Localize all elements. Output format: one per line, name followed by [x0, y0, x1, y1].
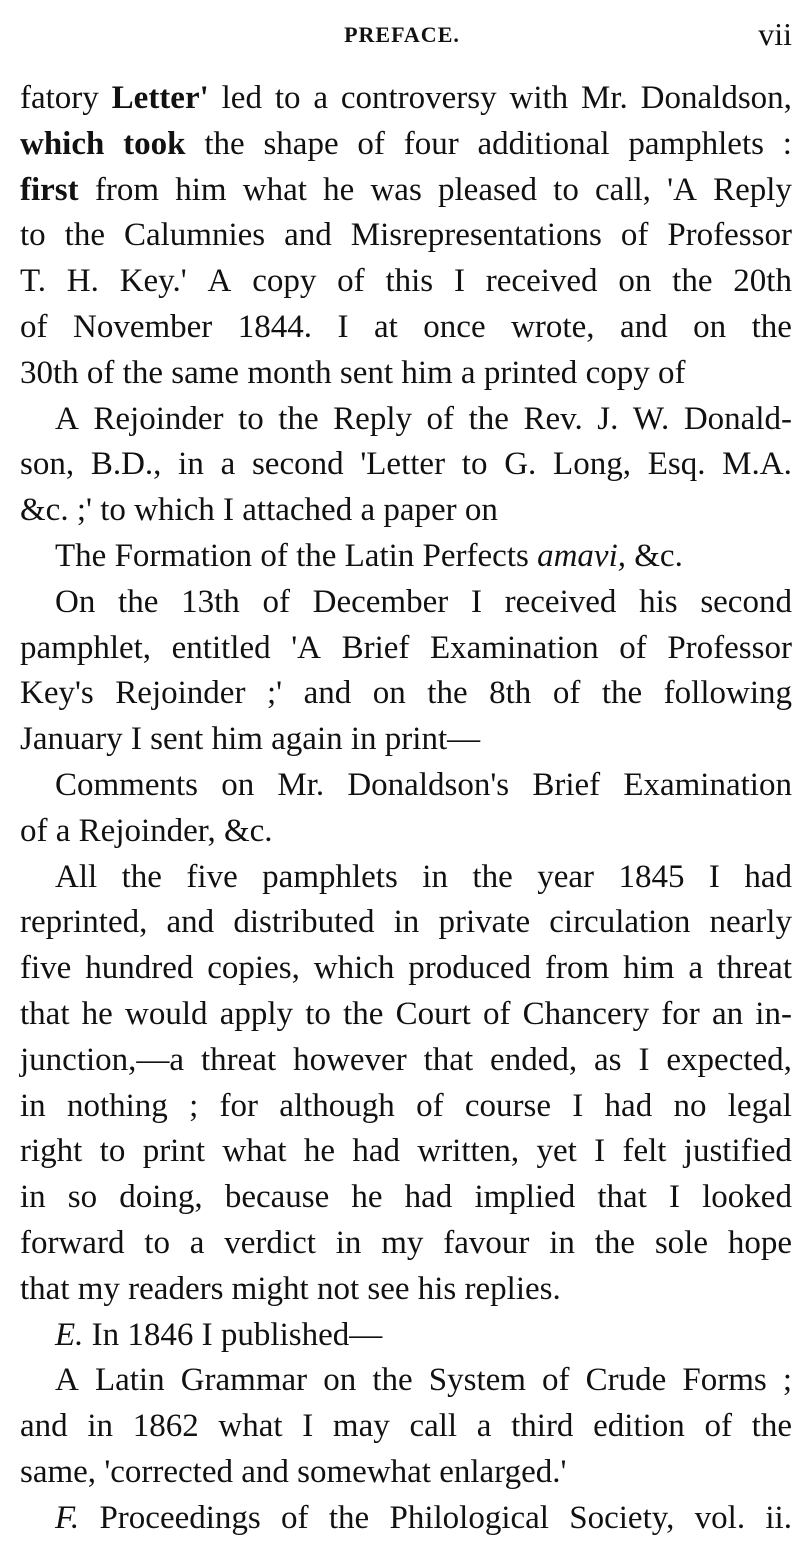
text-line: same, 'corrected and somewhat enlarged.'	[20, 1453, 567, 1490]
text-line: five hundred copies, which produced from him a threat	[20, 950, 792, 987]
text-line: T. H. Key.' A copy of this I received on the 20th	[20, 263, 792, 300]
text-line: to the Calumnies and Misrepresentations of Professor	[20, 217, 792, 254]
text-line: &c. ;' to which I attached a paper on	[20, 492, 498, 529]
text-line: All the five pamphlets in the year 1845 I had	[55, 858, 792, 895]
text-line: junction,—a threat however that ended, as I expected,	[20, 1041, 792, 1078]
text-line: right to print what he had written, yet I felt justified	[20, 1133, 792, 1170]
text-line: Key's Rejoinder ;' and on the 8th of the following	[20, 675, 792, 712]
text-line: forward to a verdict in my favour in the sole hope	[20, 1224, 792, 1261]
text-line: of a Rejoinder, &c.	[20, 812, 273, 849]
text-line: reprinted, and distributed in private circulation nearly	[20, 904, 792, 941]
text-line: The Formation of the Latin Perfects amavi, &c.	[55, 537, 683, 574]
text-line: of November 1844. I at once wrote, and on the	[20, 308, 792, 345]
text-line: first from him what he was pleased to call, 'A Reply	[20, 171, 792, 208]
text-line: which took the shape of four additional pamphlets :	[20, 125, 792, 162]
page-number: vii	[758, 16, 792, 52]
text-line: son, B.D., in a second 'Letter to G. Long, Esq. M.A.	[20, 446, 792, 483]
text-line: E. In 1846 I published—	[55, 1316, 383, 1353]
text-line: A Latin Grammar on the System of Crude Forms ;	[55, 1362, 792, 1399]
text-line: Comments on Mr. Donaldson's Brief Examination	[55, 766, 792, 803]
running-head-title: PREFACE.	[344, 22, 460, 47]
text-line: pamphlet, entitled 'A Brief Examination of Professor	[20, 629, 792, 666]
text-line: A Rejoinder to the Reply of the Rev. J. W. Donald-	[55, 400, 792, 437]
text-line: and in 1862 what I may call a third edition of the	[20, 1408, 792, 1445]
text-line: F. Proceedings of the Philological Society, vol. ii.	[55, 1499, 792, 1536]
running-head	[0, 14, 804, 54]
text-line: in so doing, because he had implied that I looked	[20, 1179, 792, 1216]
text-line: fatory Letter' led to a controversy with Mr. Donaldson,	[20, 80, 792, 116]
text-line: On the 13th of December I received his second	[55, 583, 792, 620]
body-text	[20, 76, 792, 1542]
text-line: in nothing ; for although of course I had no legal	[20, 1087, 792, 1124]
text-line: January I sent him again in print—	[20, 721, 481, 758]
text-line: 30th of the same month sent him a printed copy of	[20, 354, 686, 391]
text-line: that my readers might not see his replies.	[20, 1270, 561, 1307]
text-line: that he would apply to the Court of Chancery for an in-	[20, 995, 792, 1032]
